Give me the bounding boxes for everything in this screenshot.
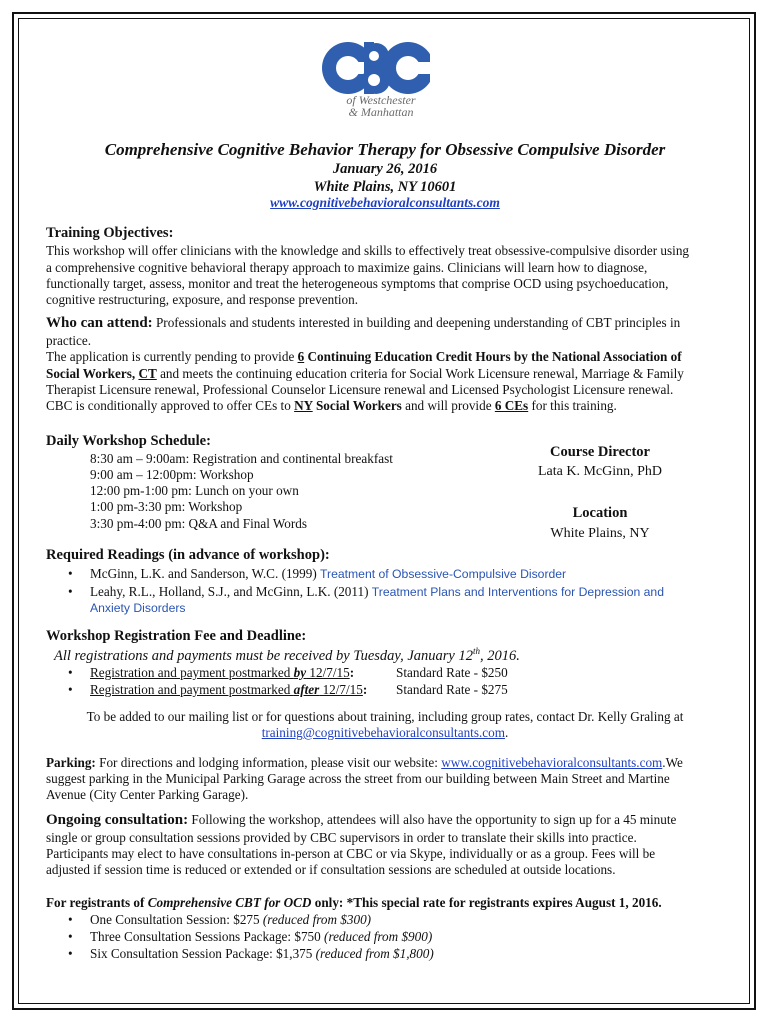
attend-text-1: Professionals and students interested in building and deepening understanding of CBT principles in bbox=[152, 315, 681, 330]
fee-deadline bbox=[54, 646, 520, 665]
fee-option-date: 12/7/15 bbox=[319, 682, 363, 697]
consult-heading: Ongoing consultation: bbox=[46, 812, 189, 828]
parking-line-3: Avenue (City Center Parking Garage). bbox=[46, 787, 249, 802]
email-link[interactable]: training@cognitivebehavioralconsultants.com bbox=[261, 725, 505, 740]
consult-line-1 bbox=[46, 812, 676, 828]
special-item-note: (reduced from $300) bbox=[262, 912, 372, 927]
attend-line-2: practice. bbox=[46, 333, 92, 348]
special-item-text: Three Consultation Sessions Package: $750 bbox=[90, 929, 325, 944]
attend-line-1 bbox=[46, 315, 680, 331]
workshop-date: January 26, 2016 bbox=[332, 161, 438, 177]
attend-text-3a: The application is currently pending to provide bbox=[46, 349, 298, 364]
parking-text: For directions and lodging information, please visit our website: bbox=[95, 755, 442, 770]
consult-line-2: single or group consultation sessions provided by CBC supervisors in order to translate their skills into practice. bbox=[46, 830, 637, 845]
director-heading: Course Director bbox=[550, 444, 650, 460]
objectives-line-3: functionally target, assess, monitor and treat the heterogeneous symptoms that comprise OCD using psychoeducation, bbox=[46, 276, 669, 291]
mailing-line: To be added to our mailing list or for questions about training, including group rates, contact Dr. Kelly Graling at bbox=[86, 709, 684, 724]
consult-text-1: Following the workshop, attendees will also have the opportunity to sign up for a 45 minute bbox=[188, 812, 677, 827]
attend-line-4 bbox=[46, 366, 684, 382]
schedule-item: 9:00 am – 12:00pm: Workshop bbox=[90, 467, 254, 482]
attend-heading: Who can attend: bbox=[46, 315, 153, 331]
consult-line-4: adjusted if session time is reduced or extended or if consultation sessions are scheduled at outside locations. bbox=[46, 862, 616, 877]
parking-line-2: suggest parking in the Municipal Parking Garage across the street from our building between Main Street and Martine bbox=[46, 771, 670, 786]
fee-option-after: after bbox=[293, 682, 320, 697]
attend-text-6d: and will provide bbox=[401, 398, 495, 413]
special-item bbox=[90, 946, 434, 962]
fee-rate: Standard Rate - $250 bbox=[396, 665, 508, 680]
mailing-email-line bbox=[20, 725, 750, 741]
attend-text-6c: Social Workers bbox=[312, 398, 402, 413]
parking-heading: Parking: bbox=[46, 755, 96, 770]
fee-option-text: Registration and payment postmarked bbox=[90, 682, 294, 697]
fee-deadline-text: All registrations and payments must be received by Tuesday, January 12 bbox=[54, 647, 473, 664]
parking-website-link[interactable]: www.cognitivebehavioralconsultants.com bbox=[441, 755, 663, 770]
objectives-line-1: This workshop will offer clinicians with the knowledge and skills to effectively treat obsessive-compulsive disorder using bbox=[46, 243, 690, 258]
special-text-a: For registrants of bbox=[46, 895, 148, 910]
special-item bbox=[90, 929, 432, 945]
special-item-note: (reduced from $900) bbox=[324, 929, 433, 944]
attend-state-ct: CT bbox=[138, 366, 157, 381]
special-item-text: Six Consultation Session Package: $1,375 bbox=[90, 946, 316, 961]
logo-line-1: of Westchester bbox=[346, 93, 416, 107]
attend-text-3c: Continuing Education Credit Hours by the National Association of bbox=[304, 349, 682, 364]
fee-option bbox=[90, 665, 354, 681]
special-text-c: only: *This special rate for registrants expires August 1, 2016. bbox=[311, 895, 662, 910]
special-item-text: One Consultation Session: $275 bbox=[90, 912, 263, 927]
reading-title-cont: Anxiety Disorders bbox=[90, 601, 186, 615]
website-link[interactable]: www.cognitivebehavioralconsultants.com bbox=[270, 195, 500, 210]
special-heading bbox=[46, 895, 662, 911]
fee-option-by: by bbox=[293, 665, 307, 680]
reading-item bbox=[90, 584, 664, 600]
attend-ce-hours: 6 bbox=[297, 349, 305, 364]
consult-line-3: Participants may elect to have consultations in-person at CBC or via Skype, individually or as a group. Fees will be bbox=[46, 846, 656, 861]
parking-text-end: .We bbox=[662, 755, 683, 770]
reading-authors: McGinn, L.K. and Sanderson, W.C. (1999) bbox=[90, 566, 321, 581]
attend-text-6f: for this training. bbox=[528, 398, 617, 413]
location-heading: Location bbox=[572, 505, 628, 521]
fee-rate: Standard Rate - $275 bbox=[396, 682, 508, 697]
schedule-item: 3:30 pm-4:00 pm: Q&A and Final Words bbox=[90, 516, 308, 531]
attend-text-6a: CBC is conditionally approved to offer CEs to bbox=[46, 398, 295, 413]
objectives-line-2: a comprehensive cognitive behavioral therapy approach to maximize gains. Clinicians will learn how to diagnose, bbox=[46, 260, 648, 275]
objectives-heading: Training Objectives: bbox=[46, 225, 174, 241]
attend-line-3 bbox=[46, 349, 682, 365]
location-value: White Plains, NY bbox=[550, 526, 650, 541]
schedule-item: 12:00 pm-1:00 pm: Lunch on your own bbox=[90, 483, 299, 498]
special-course: Comprehensive CBT for OCD bbox=[147, 895, 312, 910]
attend-line-5: Therapist Licensure renewal, Professional Counselor Licensure renewal and Licensed Psychologist Licensure renewal. bbox=[46, 382, 674, 397]
fee-deadline-sup: th bbox=[472, 646, 480, 656]
fee-deadline-year: , 2016. bbox=[479, 647, 520, 664]
fee-heading: Workshop Registration Fee and Deadline: bbox=[46, 628, 307, 644]
reading-title: Treatment Plans and Interventions for Depression and bbox=[371, 585, 664, 599]
reading-authors: Leahy, R.L., Holland, S.J., and McGinn, L.K. (2011) bbox=[90, 584, 372, 599]
logo-line-2: & Manhattan bbox=[348, 105, 414, 119]
fee-option-text: Registration and payment postmarked bbox=[90, 665, 294, 680]
logo-subtitle bbox=[336, 94, 426, 118]
fee-option bbox=[90, 682, 367, 698]
workshop-title: Comprehensive Cognitive Behavior Therapy for Obsessive Compulsive Disorder bbox=[104, 140, 666, 159]
schedule-item: 8:30 am – 9:00am: Registration and continental breakfast bbox=[90, 451, 393, 466]
attend-text-4c: and meets the continuing education criteria for Social Work Licensure renewal, Marriage & Family bbox=[156, 366, 684, 381]
schedule-heading: Daily Workshop Schedule: bbox=[46, 433, 211, 449]
attend-state-ny: NY bbox=[294, 398, 313, 413]
attend-line-6 bbox=[46, 398, 617, 414]
special-item-note: (reduced from $1,800) bbox=[315, 946, 434, 961]
parking-line-1 bbox=[46, 755, 683, 771]
director-name: Lata K. McGinn, PhD bbox=[537, 464, 663, 479]
readings-heading: Required Readings (in advance of workshop): bbox=[46, 547, 330, 563]
workshop-location: White Plains, NY 10601 bbox=[313, 179, 457, 195]
fee-option-colon: : bbox=[349, 665, 355, 680]
special-item bbox=[90, 912, 371, 928]
fee-option-date: 12/7/15 bbox=[306, 665, 350, 680]
schedule-item: 1:00 pm-3:30 pm: Workshop bbox=[90, 499, 243, 514]
attend-text-4a: Social Workers, bbox=[46, 366, 139, 381]
fee-option-colon: : bbox=[362, 682, 368, 697]
reading-title: Treatment of Obsessive-Compulsive Disorder bbox=[320, 567, 567, 581]
mailing-dot: . bbox=[504, 725, 509, 740]
reading-item bbox=[90, 566, 566, 582]
attend-ces: 6 CEs bbox=[494, 398, 529, 413]
objectives-line-4: cognitive restructuring, exposure, and response prevention. bbox=[46, 292, 359, 307]
